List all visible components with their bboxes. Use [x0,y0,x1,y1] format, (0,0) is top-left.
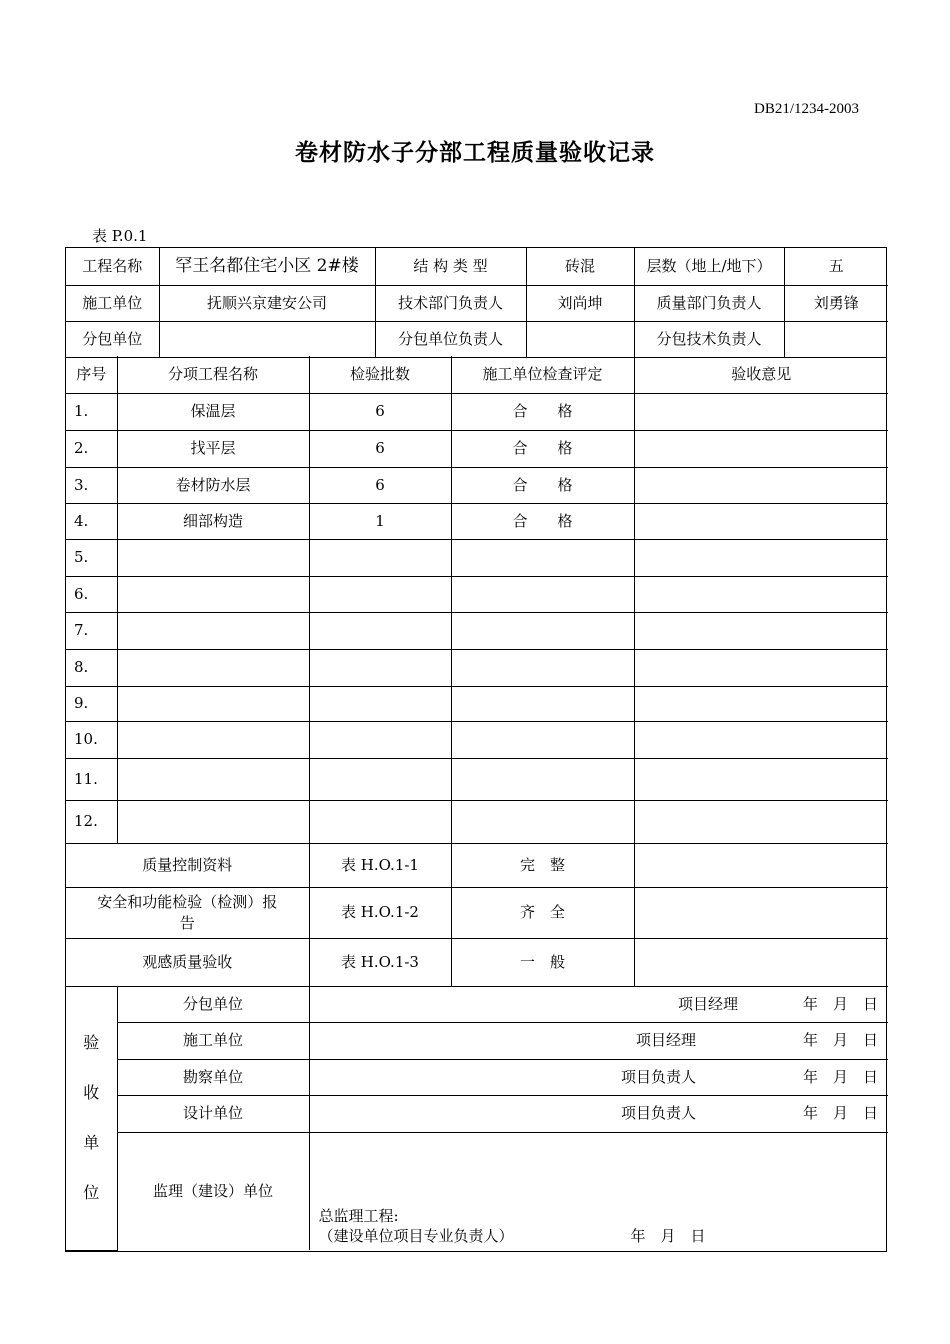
sub-unit-lead-label: 分包单位负责人 [375,321,526,357]
control-opinion [634,938,888,986]
structure-type-label: 结 构 类 型 [375,248,526,285]
control-row [66,887,888,938]
table-row [66,576,888,612]
acceptance-role: 项目经理 [677,994,738,1013]
item-no: 5. [66,539,117,576]
item-no: 11. [66,758,117,800]
acceptance-unit: 施工单位 [117,1022,309,1059]
item-opinion [634,539,888,576]
acceptance-role: 项目负责人 [620,1104,696,1123]
item-opinion [634,649,888,686]
table-row [66,393,888,430]
control-label: 观感质量验收 [66,938,309,986]
control-table: 表 H.O.1-1 [309,843,451,887]
item-no: 9. [66,686,117,721]
item-evaluation [451,612,634,649]
item-batches [309,800,451,843]
control-row [66,938,888,986]
item-batches: 6 [309,393,451,430]
control-row [66,843,888,887]
page-title: 卷材防水子分部工程质量验收记录 [295,140,655,166]
control-result: 一 般 [451,938,634,986]
table-row [66,800,888,843]
item-name [117,539,309,576]
item-no: 6. [66,576,117,612]
vertical-char: 单 [83,1133,100,1152]
quality-lead-value: 刘勇锋 [784,285,888,321]
table-row [66,721,888,758]
acceptance-unit: 设计单位 [117,1095,309,1132]
item-opinion [634,430,888,467]
table-row [66,758,888,800]
acceptance-date: 年 月 日 [802,1067,878,1086]
col-header-no: 序号 [66,356,117,393]
item-name [117,649,309,686]
item-no: 8. [66,649,117,686]
item-batches: 6 [309,430,451,467]
col-header-opinion: 验收意见 [634,356,888,393]
item-name: 找平层 [117,430,309,467]
table-row [66,430,888,467]
control-opinion [634,887,888,938]
item-opinion [634,612,888,649]
item-batches [309,612,451,649]
control-result: 完 整 [451,843,634,887]
item-batches [309,686,451,721]
item-batches [309,758,451,800]
sub-unit-label: 分包单位 [66,321,159,357]
acceptance-unit: 勘察单位 [117,1059,309,1095]
tech-lead-value: 刘尚坤 [526,285,634,321]
control-result: 齐 全 [451,887,634,938]
item-opinion [634,686,888,721]
acceptance-sign-cell [309,1022,888,1059]
item-batches [309,721,451,758]
item-opinion [634,393,888,430]
item-evaluation: 合 格 [451,393,634,430]
acceptance-date: 年 月 日 [802,1031,878,1050]
item-name: 细部构造 [117,503,309,539]
acceptance-role: 项目经理 [635,1031,696,1050]
item-evaluation: 合 格 [451,503,634,539]
item-opinion [634,721,888,758]
structure-type-value: 砖混 [526,248,634,285]
item-no: 10. [66,721,117,758]
item-opinion [634,576,888,612]
vertical-char: 位 [83,1183,100,1202]
control-opinion [634,843,888,887]
item-opinion [634,800,888,843]
acceptance-row [66,986,888,1022]
chief-supervisor-label: 总监理工程: [318,1206,399,1225]
project-name-label: 工程名称 [66,248,159,285]
item-no: 1. [66,393,117,430]
item-evaluation: 合 格 [451,430,634,467]
standard-code: DB21/1234-2003 [754,101,859,117]
supervision-unit: 监理（建设）单位 [117,1132,309,1250]
sub-unit-lead-value [526,321,634,357]
acceptance-row [66,1132,888,1250]
items-grid [65,356,887,1252]
acceptance-date: 年 月 日 [802,1104,878,1123]
table-row [66,612,888,649]
vertical-char: 验 [83,1033,100,1052]
item-batches: 6 [309,467,451,503]
table-row [66,467,888,503]
table-row [66,539,888,576]
item-evaluation [451,539,634,576]
acceptance-row [66,1095,888,1132]
construction-unit-label: 施工单位 [66,285,159,321]
item-evaluation [451,649,634,686]
sub-unit-value [159,321,375,357]
supervision-date: 年 月 日 [630,1226,706,1245]
item-batches [309,576,451,612]
item-name [117,758,309,800]
acceptance-date: 年 月 日 [802,994,878,1013]
owner-lead-label: （建设单位项目专业负责人） [318,1226,514,1245]
item-name [117,612,309,649]
tech-lead-label: 技术部门负责人 [375,285,526,321]
item-batches [309,649,451,686]
table-row [66,686,888,721]
vertical-char: 收 [83,1083,100,1102]
item-name [117,576,309,612]
item-no: 3. [66,467,117,503]
item-name [117,800,309,843]
construction-unit-value: 抚顺兴京建安公司 [159,285,375,321]
item-no: 12. [66,800,117,843]
control-table: 表 H.O.1-2 [309,887,451,938]
item-opinion [634,503,888,539]
acceptance-sign-cell [309,1059,888,1095]
control-table: 表 H.O.1-3 [309,938,451,986]
item-batches: 1 [309,503,451,539]
item-opinion [634,758,888,800]
item-name: 保温层 [117,393,309,430]
col-header-batches: 检验批数 [309,356,451,393]
control-label: 安全和功能检验（检测）报告 [66,887,309,938]
item-opinion [634,467,888,503]
item-evaluation [451,686,634,721]
sub-tech-lead-value [784,321,888,357]
item-evaluation [451,576,634,612]
item-evaluation [451,721,634,758]
item-batches [309,539,451,576]
acceptance-row [66,1059,888,1095]
project-name-value: 罕王名都住宅小区 2#楼 [159,248,375,285]
table-number: 表 P.0.1 [92,227,148,245]
acceptance-role: 项目负责人 [620,1067,696,1086]
acceptance-row [66,1022,888,1059]
acceptance-sign-cell [309,1095,888,1132]
floors-value: 五 [784,248,888,285]
item-name [117,686,309,721]
item-no: 4. [66,503,117,539]
control-label: 质量控制资料 [66,843,309,887]
item-name: 卷材防水层 [117,467,309,503]
item-evaluation: 合 格 [451,467,634,503]
item-no: 7. [66,612,117,649]
item-evaluation [451,800,634,843]
col-header-name: 分项工程名称 [117,356,309,393]
table-row [66,649,888,686]
acceptance-vertical-label [66,986,117,1250]
sub-tech-lead-label: 分包技术负责人 [634,321,784,357]
floors-label: 层数（地上/地下） [634,248,784,285]
table-row [66,503,888,539]
item-name [117,721,309,758]
col-header-evaluation: 施工单位检查评定 [451,356,634,393]
supervision-sign-cell [309,1132,888,1250]
item-evaluation [451,758,634,800]
acceptance-unit: 分包单位 [117,986,309,1022]
quality-lead-label: 质量部门负责人 [634,285,784,321]
item-no: 2. [66,430,117,467]
info-grid [65,247,887,358]
acceptance-sign-cell [309,986,888,1022]
